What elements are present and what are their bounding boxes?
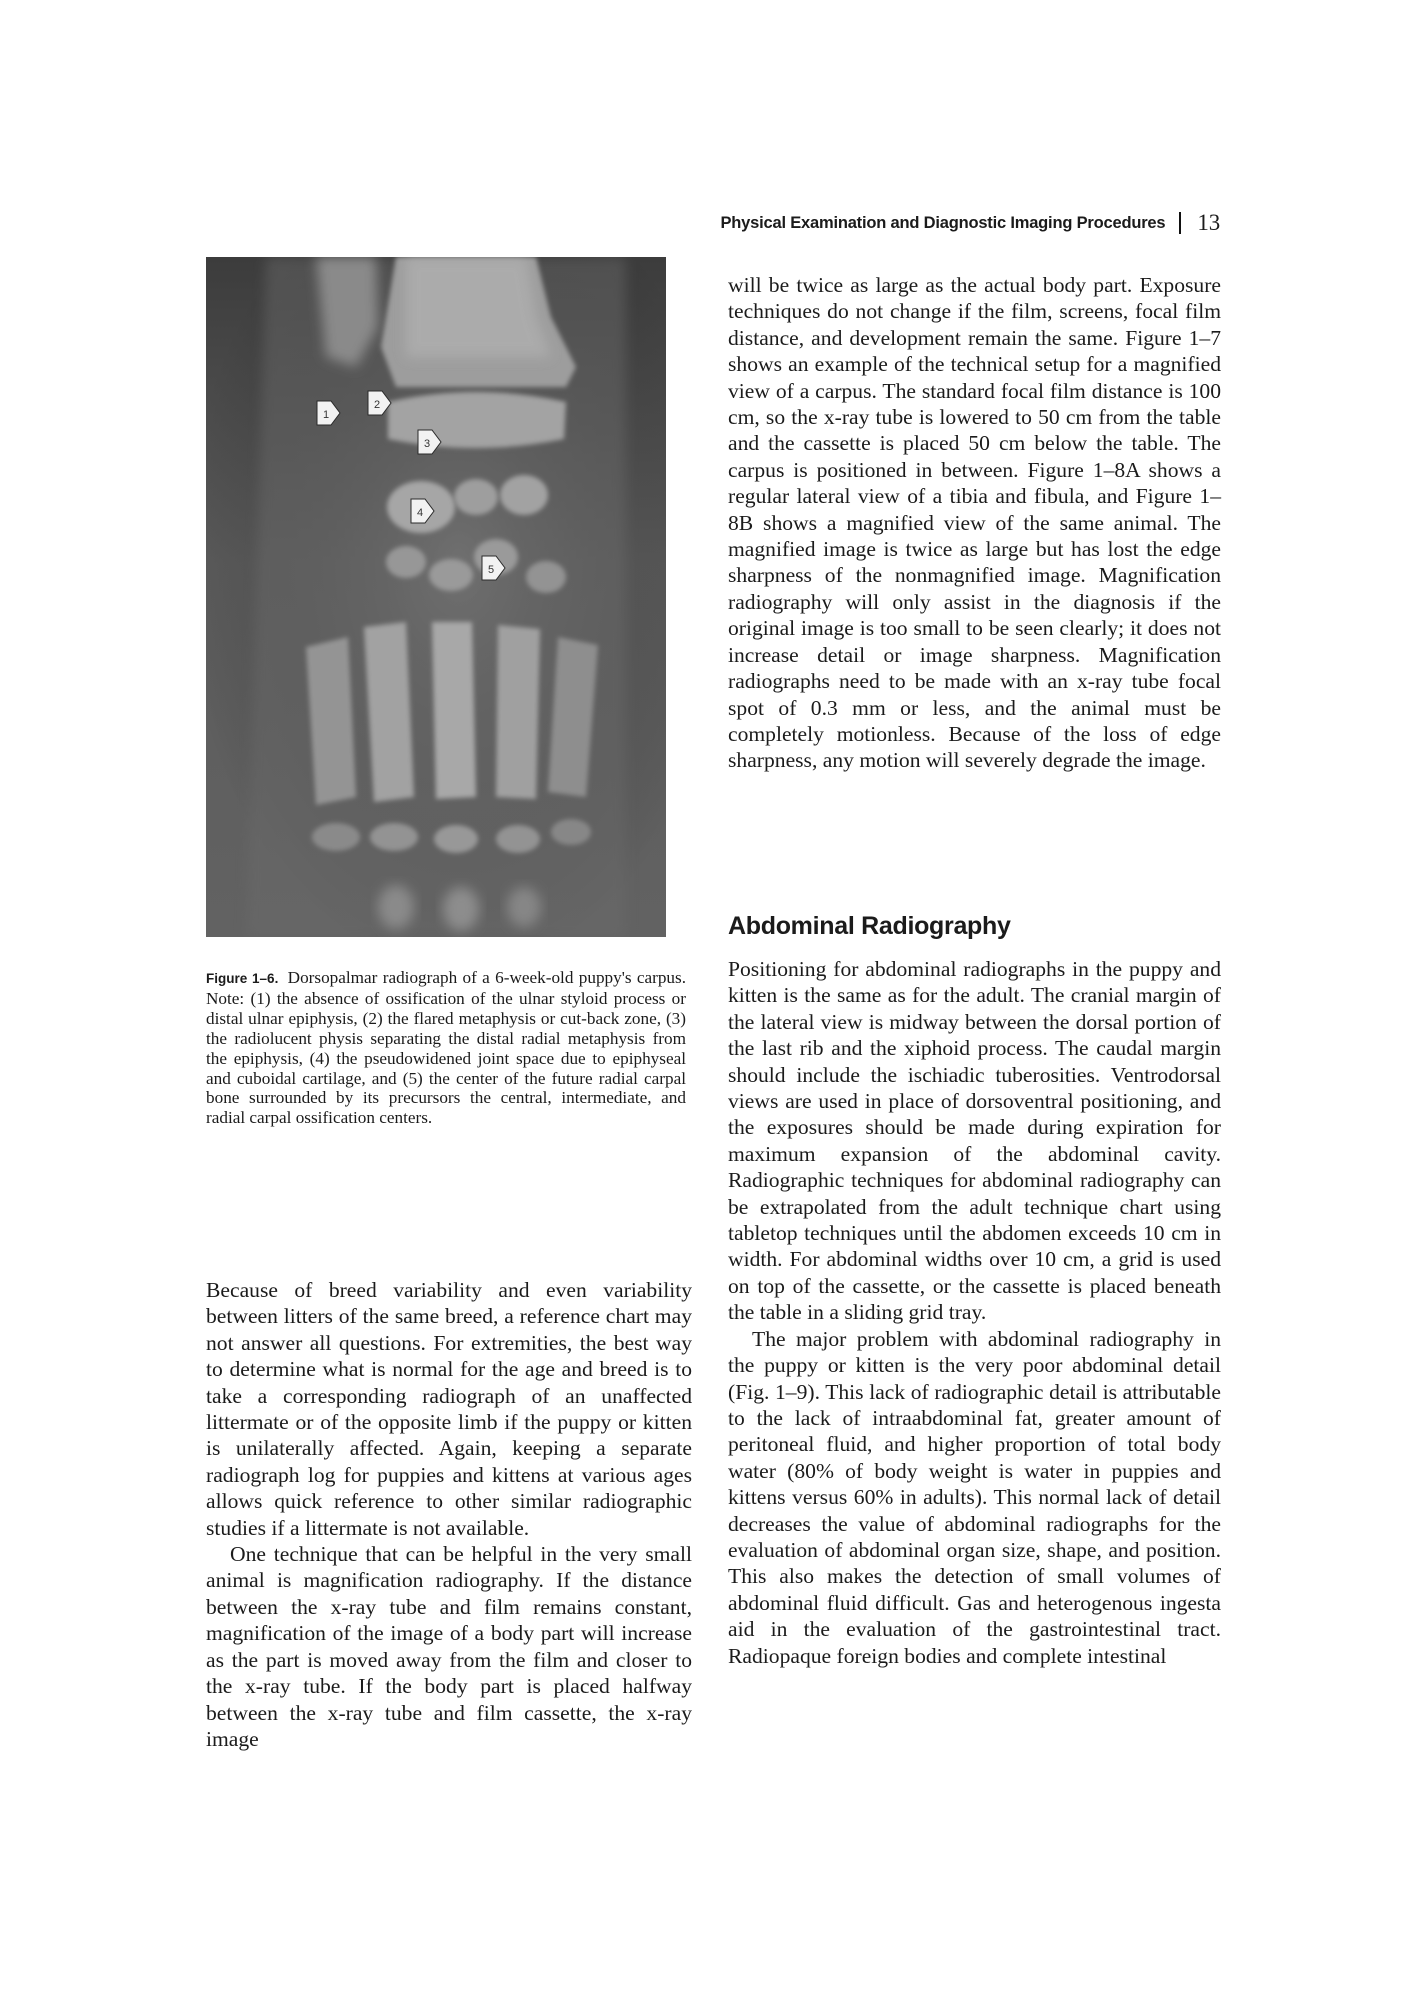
radiograph-image xyxy=(206,257,666,937)
carpal-bone xyxy=(454,479,498,515)
running-head-divider xyxy=(1179,212,1181,234)
running-head-title: Physical Examination and Diagnostic Imaging Procedures xyxy=(720,213,1166,232)
radial-epiphysis xyxy=(388,392,566,448)
metacarpal-bone xyxy=(496,625,540,799)
left-column-body xyxy=(206,1277,692,1752)
marker-3-label: 3 xyxy=(423,438,431,450)
marker-2-label: 2 xyxy=(373,399,381,411)
figure-caption-text: Dorsopalmar radiograph of a 6-week-old puppy's carpus. Note: (1) the absence of ossification of the ulnar styloid process or distal ulnar epiphysis, (2) the flared metaphysis or cut-back zone, (3) the radiolucent physis separating the distal radial metaphysis from the epiphysis, (4) the pseudowidened joint space due to epiphyseal and cuboidal cartilage, and (5) the center of the future radial carpal bone surrounded by its precursors the central, intermediate, and radial carpal ossification centers. xyxy=(206,968,686,1128)
carpal-bone xyxy=(500,475,548,515)
section-heading: Abdominal Radiography xyxy=(728,912,1011,940)
figure-caption xyxy=(206,968,686,1128)
radiograph-figure xyxy=(206,257,666,937)
paragraph: Positioning for abdominal radiographs in the puppy and kitten is the same as for the adult. The cranial margin of the lateral view is midway between the dorsal portion of the last rib and the xiphoid process. The caudal margin should include the ischiadic tuberosities. Ventrodorsal views are used in place of dorsoventral positioning, and the exposures should be made during expiration for maximum expansion of the abdominal cavity. Radiographic techniques for abdominal radiography can be extrapolated from the adult technique chart using tabletop techniques until the abdomen exceeds 10 cm in width. For abdominal widths over 10 cm, a grid is used on top of the cassette, or the cassette is placed beneath the table in a sliding grid tray. xyxy=(728,957,1221,1325)
paragraph: One technique that can be helpful in the very small animal is magnification radiography. If the distance between the x-ray tube and film remains constant, magnification of the image of a body part will increase as the part is moved away from the film and closer to the x-ray tube. If the body part is placed halfway between the x-ray tube and film cassette, the x-ray image xyxy=(206,1542,692,1751)
figure-label: Figure 1–6. xyxy=(206,971,279,986)
metacarpal-bone xyxy=(432,622,476,799)
right-column-body xyxy=(728,956,1221,1669)
paragraph: will be twice as large as the actual body part. Exposure techniques do not change if the film, screens, focal film distance, and development remain the same. Figure 1–7 shows an example of the technical setup for a magnified view of a carpus. The standard focal film distance is 100 cm, so the x-ray tube is lowered to 50 cm from the table and the cassette is placed 50 cm below the table. The carpus is positioned in between. Figure 1–8A shows a regular lateral view of a tibia and fibula, and Figure 1–8B shows a magnified view of the same animal. The magnified image is twice as large but has lost the edge sharpness of the nonmagnified image. Magnification radiography will only assist in the diagnosis if the original image is too small to be seen clearly; it does not increase detail or image sharpness. Magnification radiographs need to be made with an x-ray tube focal spot of 0.3 mm or less, and the animal must be completely motionless. Because of the loss of edge sharpness, any motion will severely degrade the image. xyxy=(728,273,1221,773)
carpal-bone xyxy=(429,559,473,591)
marker-5-label: 5 xyxy=(487,564,495,576)
page-number: 13 xyxy=(1197,210,1220,235)
paragraph: The major problem with abdominal radiography in the puppy or kitten is the very poor abdominal detail (Fig. 1–9). This lack of radiographic detail is attributable to the lack of intraabdominal fat, greater amount of peritoneal fluid, and higher proportion of total body water (80% of body weight is water in puppies and kittens versus 60% in adults). This normal lack of detail decreases the value of abdominal radiographs for the evaluation of abdominal organ size, shape, and position. This also makes the detection of small volumes of abdominal fluid difficult. Gas and heterogenous ingesta aid in the evaluation of the gastrointestinal tract. Radiopaque foreign bodies and complete intestinal xyxy=(728,1326,1221,1668)
carpal-bone xyxy=(526,561,566,593)
running-head xyxy=(700,208,1220,238)
marker-1-label: 1 xyxy=(322,409,330,421)
right-column-continuation xyxy=(728,272,1221,774)
carpal-bone xyxy=(386,546,426,578)
marker-4-label: 4 xyxy=(416,507,424,519)
paragraph: Because of breed variability and even variability between litters of the same breed, a reference chart may not answer all questions. For extremities, the best way to determine what is normal for the age and breed is to take a corresponding radiograph of an unaffected littermate or of the opposite limb if the puppy or kitten is unilaterally affected. Again, keeping a separate radiograph log for puppies and kittens at various ages allows quick reference to other similar radiographic studies if a littermate is not available. xyxy=(206,1278,692,1540)
